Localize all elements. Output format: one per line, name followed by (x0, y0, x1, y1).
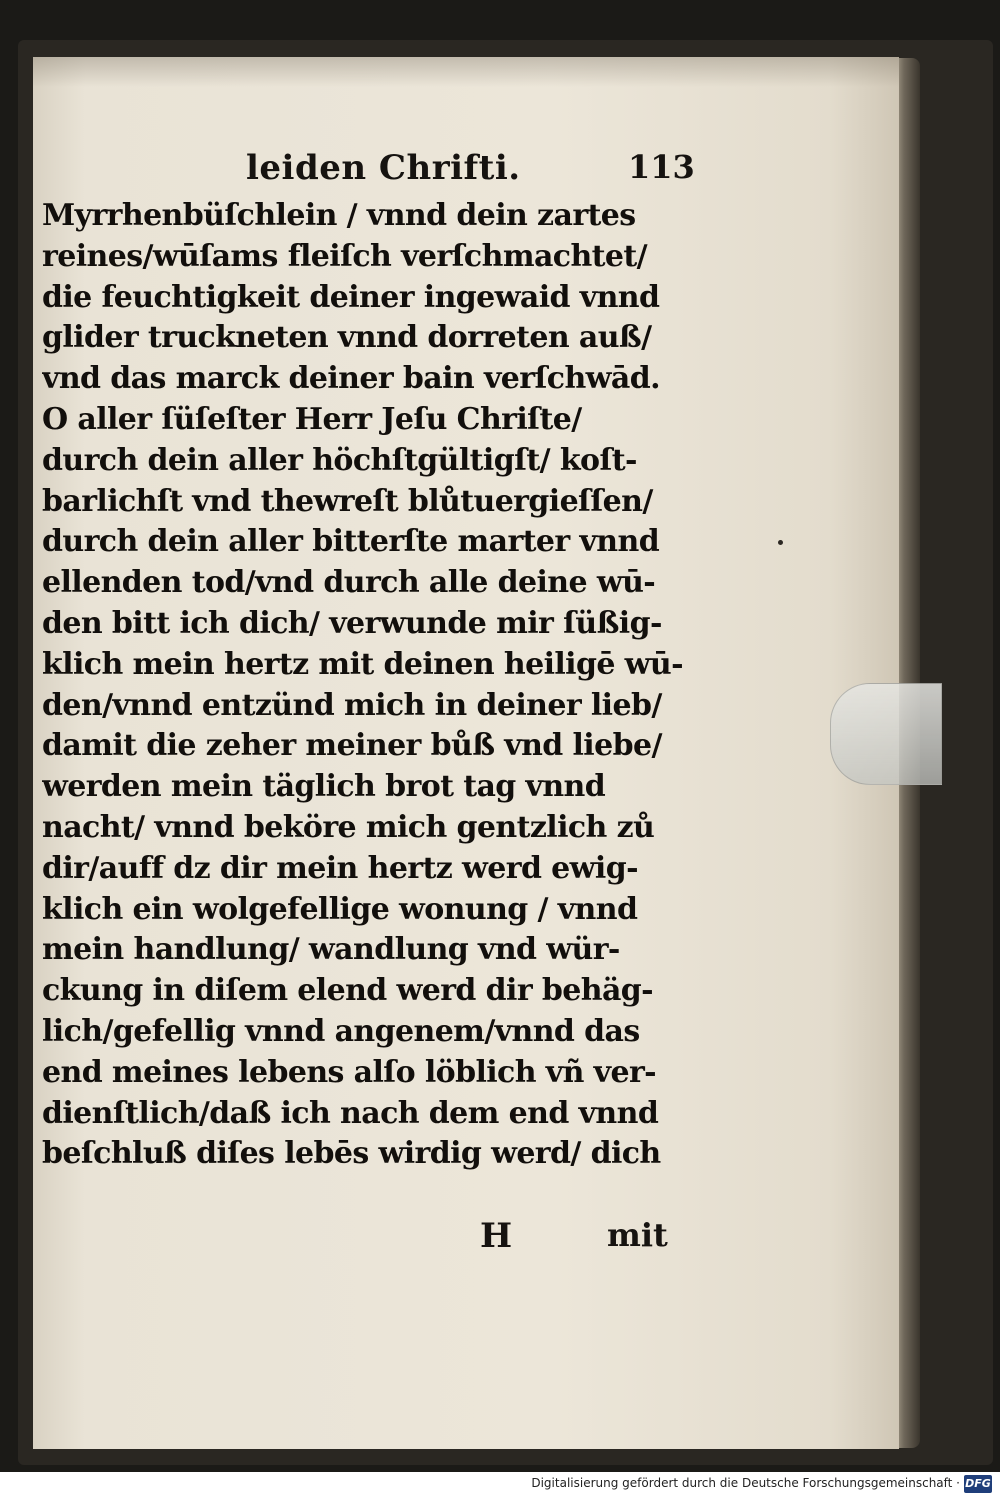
text-line: durch dein aller höchſtgültigſt/ koſt- (42, 442, 637, 478)
catchword: mit (607, 1216, 668, 1254)
text-line: dir/auff dz dir mein hertz werd ewig- (42, 850, 638, 886)
folio-number: 113 (628, 148, 695, 186)
signature-row (0, 1216, 1000, 1266)
text-line: ellenden tod/vnd durch alle deine wū- (42, 565, 656, 601)
running-title: leiden Chrifti. (246, 148, 521, 188)
text-block (42, 196, 692, 1175)
text-line: den bitt ich dich/ verwunde mir ſüßig- (42, 605, 662, 641)
text-line: glider truckneten vnnd dorreten auß/ (42, 320, 652, 356)
text-line: vnd das marck deiner bain verſchwād. (42, 361, 660, 397)
text-line: klich ein wolgefellige wonung / vnnd (42, 891, 638, 927)
text-line: klich mein hertz mit deinen heiligē wū- (42, 646, 683, 682)
ink-spot (778, 540, 783, 545)
page-shadow (33, 57, 899, 87)
text-line: reines/wūſams fleiſch verſchmachtet/ (42, 238, 648, 274)
running-head (0, 148, 1000, 198)
text-line: den/vnnd entzünd mich in deiner lieb/ (42, 687, 662, 723)
dfg-logo: DFG (964, 1475, 992, 1493)
text-line: die feuchtigkeit deiner ingewaid vnnd (42, 279, 660, 315)
text-line: damit die zeher meiner bůß vnd liebe/ (42, 728, 662, 764)
text-line: werden mein täglich brot tag vnnd (42, 769, 606, 805)
text-line: end meines lebens alſo löblich vñ ver- (42, 1054, 657, 1090)
text-line: Myrrhenbüſchlein / vnnd dein zartes (42, 198, 636, 233)
page-clip-tab (830, 683, 942, 785)
signature-mark: H (480, 1216, 513, 1256)
text-line: mein handlung/ wandlung vnd wür- (42, 932, 620, 968)
text-line: durch dein aller bitterſte marter vnnd (42, 524, 660, 560)
text-line: nacht/ vnnd beköre mich gentzlich zů (42, 809, 655, 845)
text-line: ckung in diſem elend werd dir behäg- (42, 973, 654, 1009)
text-line: beſchluß diſes lebēs wirdig werd/ dich (42, 1136, 661, 1172)
funding-credit: Digitalisierung gefördert durch die Deutsche Forschungsgemeinschaft · (531, 1476, 960, 1490)
footer-bar (0, 1472, 1000, 1498)
text-line: O aller ſüſeſter Herr Jeſu Chriſte/ (42, 401, 582, 437)
text-line: dienſtlich/daß ich nach dem end vnnd (42, 1095, 659, 1131)
text-line: barlichſt vnd thewreſt blůtuergieſſen/ (42, 483, 653, 519)
text-line: lich/gefellig vnnd angenem/vnnd das (42, 1013, 640, 1049)
